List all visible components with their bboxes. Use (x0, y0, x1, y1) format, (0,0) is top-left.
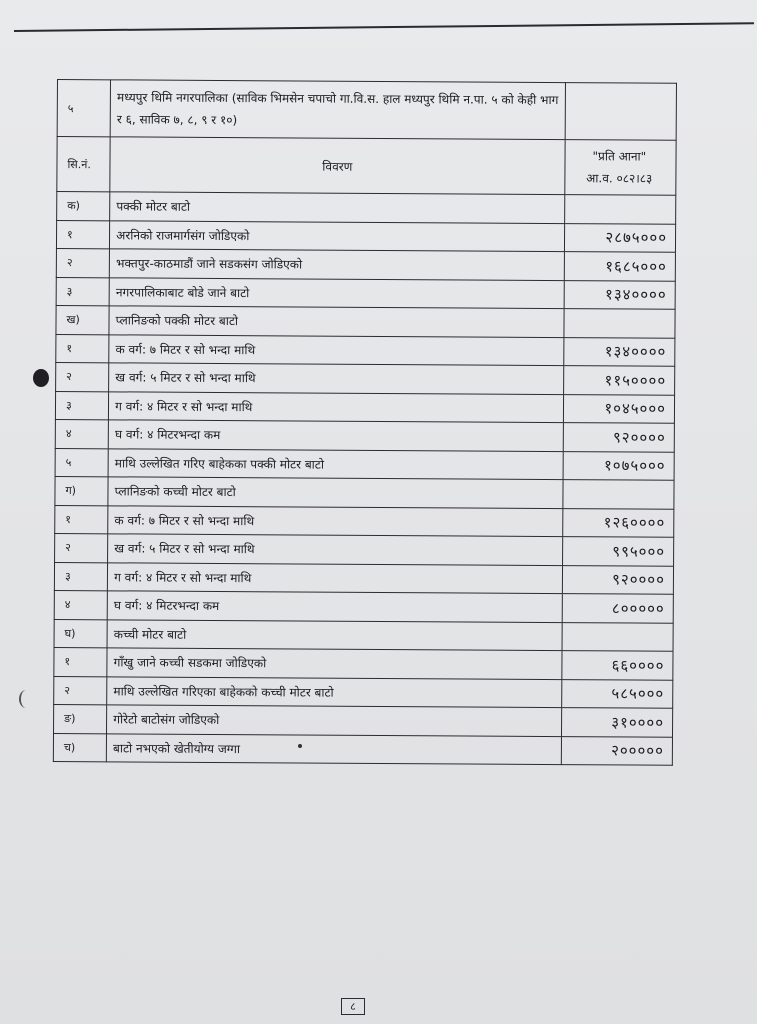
row-serial: २ (54, 676, 107, 705)
row-rate: १६८५००० (564, 252, 676, 281)
row-description: कच्ची मोटर बाटो (107, 619, 562, 650)
table-row (54, 619, 673, 651)
table-row (56, 248, 675, 280)
row-description: प्लानिङको कच्ची मोटर बाटो (108, 477, 563, 508)
row-description: क वर्ग: ७ मिटर र सो भन्दा माथि (108, 505, 563, 536)
punch-hole-outline (19, 690, 33, 708)
table-row (55, 419, 674, 451)
row-rate: १०७५००० (563, 451, 675, 480)
row-rate: ८००००० (562, 594, 674, 623)
row-description: गोरेटो बाटोसंग जोडिएको (107, 705, 562, 736)
page-number-box: ८ (341, 998, 365, 1015)
table-header-row (57, 137, 676, 196)
table-row (56, 362, 675, 394)
row-description: भक्तपुर-काठमाडौं जाने सडकसंग जोडिएको (109, 249, 564, 280)
row-rate (562, 480, 674, 509)
row-rate: १०४५००० (563, 394, 675, 423)
row-rate: ३१०००० (561, 708, 673, 737)
row-description: गाँखु जाने कच्ची सडकमा जोडिएको (107, 648, 562, 679)
row-serial: च) (53, 733, 106, 762)
row-rate: १३४०००० (564, 280, 676, 309)
intro-rate (565, 83, 677, 141)
row-description: घ वर्ग: ४ मिटरभन्दा कम (107, 591, 562, 622)
table-row (54, 590, 673, 622)
row-serial: १ (55, 505, 108, 534)
row-rate: १३४०००० (563, 337, 675, 366)
row-serial: २ (55, 533, 108, 562)
row-description: बाटो नभएको खेतीयोग्य जग्गा (106, 733, 561, 764)
row-description: क वर्ग: ७ मिटर र सो भन्दा माथि (109, 334, 564, 365)
row-serial: २ (56, 248, 109, 277)
row-rate: ९२०००० (562, 565, 674, 594)
row-rate (564, 195, 676, 224)
table-row (56, 334, 675, 366)
row-rate: २८७५००० (564, 223, 676, 252)
row-rate: ५८५००० (561, 679, 673, 708)
row-description: पक्की मोटर बाटो (110, 192, 565, 223)
table-row (53, 733, 672, 765)
row-description: ख वर्ग: ५ मिटर र सो भन्दा माथि (108, 534, 563, 565)
top-rule-line (14, 22, 754, 32)
row-serial: ख) (56, 305, 109, 334)
land-rate-table (53, 79, 677, 766)
row-rate: ६६०००० (561, 651, 673, 680)
row-serial: १ (56, 334, 109, 363)
header-description: विवरण (110, 137, 565, 195)
row-description: माथि उल्लेखित गरिए बाहेकका पक्की मोटर बाटो (108, 448, 563, 479)
table-row (54, 676, 673, 708)
table-row (55, 476, 674, 508)
table-row (56, 305, 675, 337)
row-description: ग वर्ग: ४ मिटर र सो भन्दा माथि (109, 391, 564, 422)
header-rate-line1: "प्रति आना" (592, 149, 647, 164)
row-rate: १२६०००० (562, 508, 674, 537)
row-description: घ वर्ग: ४ मिटरभन्दा कम (108, 420, 563, 451)
row-rate: ९९५००० (562, 537, 674, 566)
table-row (56, 277, 675, 309)
table-row (55, 391, 674, 423)
row-description: ख वर्ग: ५ मिटर र सो भन्दा माथि (109, 363, 564, 394)
table-intro-row (57, 80, 676, 141)
row-serial: घ) (54, 619, 107, 648)
row-rate (562, 622, 674, 651)
row-serial: १ (56, 220, 109, 249)
row-serial: ४ (54, 590, 107, 619)
table-row (55, 448, 674, 480)
row-serial: ३ (56, 277, 109, 306)
row-serial: ग) (55, 476, 108, 505)
row-description: नगरपालिकाबाट बोडे जाने बाटो (109, 277, 564, 308)
row-serial: ३ (55, 391, 108, 420)
table-row (55, 533, 674, 565)
row-description: माथि उल्लेखित गरिएका बाहेकको कच्ची मोटर बाटो (107, 676, 562, 707)
row-serial: ५ (55, 448, 108, 477)
row-rate (564, 309, 676, 338)
punch-hole (33, 369, 49, 387)
row-serial: ङ) (54, 704, 107, 733)
header-serial: सि.नं. (57, 137, 110, 192)
table-row (54, 647, 673, 679)
header-rate-line2: आ.व. ०८२।८३ (586, 171, 653, 186)
row-rate: २००००० (561, 736, 673, 765)
table-row (56, 220, 675, 252)
intro-serial: ५ (57, 80, 111, 137)
table-row (57, 192, 676, 224)
row-serial: ३ (54, 562, 107, 591)
table-row (54, 704, 673, 736)
row-description: प्लानिङको पक्की मोटर बाटो (109, 306, 564, 337)
row-description: अरनिको राजमार्गसंग जोडिएको (110, 220, 565, 251)
row-description: ग वर्ग: ४ मिटर र सो भन्दा माथि (108, 562, 563, 593)
table-row (54, 562, 673, 594)
row-rate: ९२०००० (563, 423, 675, 452)
row-serial: क) (57, 192, 110, 221)
header-rate (564, 140, 676, 196)
table-row (55, 505, 674, 537)
row-serial: १ (54, 647, 107, 676)
row-rate: ११५०००० (563, 366, 675, 395)
row-serial: २ (56, 362, 109, 391)
row-serial: ४ (55, 419, 108, 448)
intro-description: मध्यपुर थिमि नगरपालिका (साविक भिमसेन चपाचो गा.वि.स. हाल मध्यपुर थिमि न.पा. ५ को केही भाग र ६, साविक ७, ८, ९ र १०) (110, 80, 565, 140)
